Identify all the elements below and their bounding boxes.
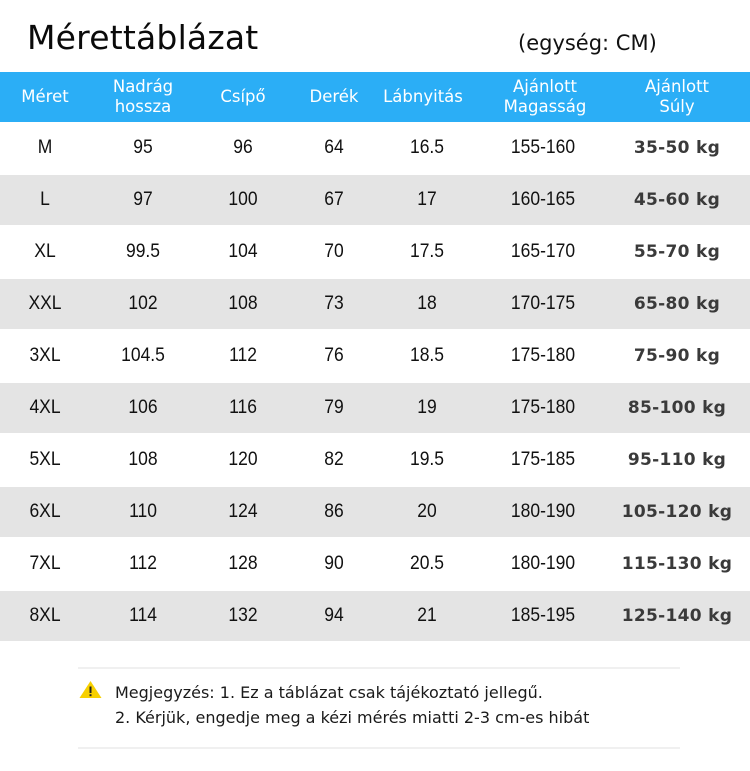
table-row — [0, 175, 750, 225]
cell-size: XL — [34, 241, 56, 262]
cell-size: L — [40, 189, 50, 210]
cell-hip: 96 — [233, 137, 253, 158]
cell-hip: 132 — [228, 605, 258, 626]
cell-recommended-height: 170-175 — [510, 293, 576, 314]
note-divider-bottom — [78, 747, 680, 749]
column-header-trouser-length: Nadrág hossza — [112, 77, 174, 116]
cell-recommended-height: 180-190 — [510, 553, 576, 574]
table-row — [0, 434, 750, 486]
cell-size: 6XL — [29, 501, 61, 522]
cell-leg-opening: 17.5 — [409, 241, 445, 262]
cell-recommended-weight: 75-90 kg — [633, 346, 721, 366]
cell-leg-opening: 19.5 — [409, 449, 445, 470]
cell-leg-opening: 21 — [417, 605, 437, 626]
cell-trouser-length: 104.5 — [121, 345, 165, 366]
cell-size: 8XL — [29, 605, 61, 626]
cell-size: XXL — [28, 293, 62, 314]
cell-hip: 120 — [228, 449, 258, 470]
cell-trouser-length: 106 — [128, 397, 158, 418]
cell-recommended-height: 185-195 — [510, 605, 576, 626]
cell-leg-opening: 20 — [417, 501, 437, 522]
cell-recommended-weight: 55-70 kg — [633, 242, 721, 262]
cell-waist: 82 — [324, 449, 344, 470]
cell-trouser-length: 114 — [129, 605, 157, 626]
cell-waist: 90 — [324, 553, 344, 574]
note-line-1: Megjegyzés: 1. Ez a táblázat csak tájékoztató jellegű. — [115, 683, 543, 702]
table-row — [0, 226, 750, 278]
table-row — [0, 538, 750, 590]
table-row — [0, 279, 750, 329]
cell-recommended-weight: 95-110 kg — [627, 450, 727, 470]
cell-recommended-height: 165-170 — [510, 241, 576, 262]
cell-trouser-length: 102 — [128, 293, 158, 314]
cell-trouser-length: 112 — [129, 553, 157, 574]
cell-waist: 76 — [324, 345, 344, 366]
cell-recommended-height: 160-165 — [510, 189, 576, 210]
cell-recommended-weight: 115-130 kg — [621, 554, 733, 574]
cell-recommended-weight: 85-100 kg — [627, 398, 727, 418]
cell-trouser-length: 108 — [128, 449, 158, 470]
column-header-waist: Derék — [309, 87, 359, 106]
cell-hip: 100 — [228, 189, 258, 210]
cell-leg-opening: 16.5 — [409, 137, 445, 158]
cell-size: 3XL — [29, 345, 61, 366]
cell-hip: 116 — [229, 397, 257, 418]
cell-trouser-length: 110 — [129, 501, 157, 522]
page-title: Mérettáblázat — [27, 18, 259, 57]
cell-waist: 79 — [324, 397, 344, 418]
cell-hip: 128 — [228, 553, 258, 574]
column-header-recommended-height: Ajánlott Magasság — [503, 77, 587, 116]
note-text — [115, 680, 589, 730]
cell-leg-opening: 17 — [417, 189, 437, 210]
cell-trouser-length: 95 — [133, 137, 153, 158]
cell-hip: 104 — [228, 241, 258, 262]
cell-recommended-height: 175-180 — [510, 397, 576, 418]
cell-waist: 73 — [324, 293, 344, 314]
cell-recommended-weight: 45-60 kg — [633, 190, 721, 210]
column-header-leg-opening: Lábnyitás — [383, 87, 463, 106]
cell-hip: 108 — [228, 293, 258, 314]
cell-recommended-weight: 105-120 kg — [621, 502, 733, 522]
table-row — [0, 330, 750, 382]
cell-size: 4XL — [29, 397, 61, 418]
cell-waist: 94 — [324, 605, 344, 626]
table-row — [0, 383, 750, 433]
cell-size: M — [37, 137, 53, 158]
cell-hip: 112 — [229, 345, 257, 366]
size-table — [0, 72, 750, 642]
cell-recommended-height: 155-160 — [510, 137, 576, 158]
cell-leg-opening: 19 — [417, 397, 437, 418]
column-header-hip: Csípő — [220, 87, 266, 106]
cell-size: 5XL — [29, 449, 61, 470]
warning-icon — [79, 680, 102, 699]
cell-leg-opening: 20.5 — [409, 553, 445, 574]
cell-leg-opening: 18.5 — [409, 345, 445, 366]
cell-recommended-weight: 65-80 kg — [633, 294, 721, 314]
cell-leg-opening: 18 — [417, 293, 437, 314]
cell-recommended-weight: 125-140 kg — [621, 606, 733, 626]
table-row — [0, 591, 750, 641]
cell-waist: 70 — [324, 241, 344, 262]
note-line-2: 2. Kérjük, engedje meg a kézi mérés miatti 2-3 cm-es hibát — [115, 708, 590, 727]
cell-trouser-length: 99.5 — [125, 241, 161, 262]
note-divider-top — [78, 667, 680, 669]
table-row — [0, 487, 750, 537]
cell-waist: 67 — [324, 189, 344, 210]
column-header-size: Méret — [21, 87, 69, 106]
cell-recommended-height: 175-185 — [510, 449, 576, 470]
cell-waist: 64 — [324, 137, 344, 158]
unit-label: (egység: CM) — [518, 31, 657, 55]
cell-recommended-weight: 35-50 kg — [633, 138, 721, 158]
cell-trouser-length: 97 — [133, 189, 153, 210]
table-header — [0, 72, 750, 122]
cell-size: 7XL — [29, 553, 61, 574]
table-row — [0, 122, 750, 174]
cell-recommended-height: 180-190 — [510, 501, 576, 522]
cell-waist: 86 — [324, 501, 344, 522]
cell-hip: 124 — [228, 501, 258, 522]
column-header-recommended-weight: Ajánlott Súly — [644, 77, 710, 116]
cell-recommended-height: 175-180 — [510, 345, 576, 366]
